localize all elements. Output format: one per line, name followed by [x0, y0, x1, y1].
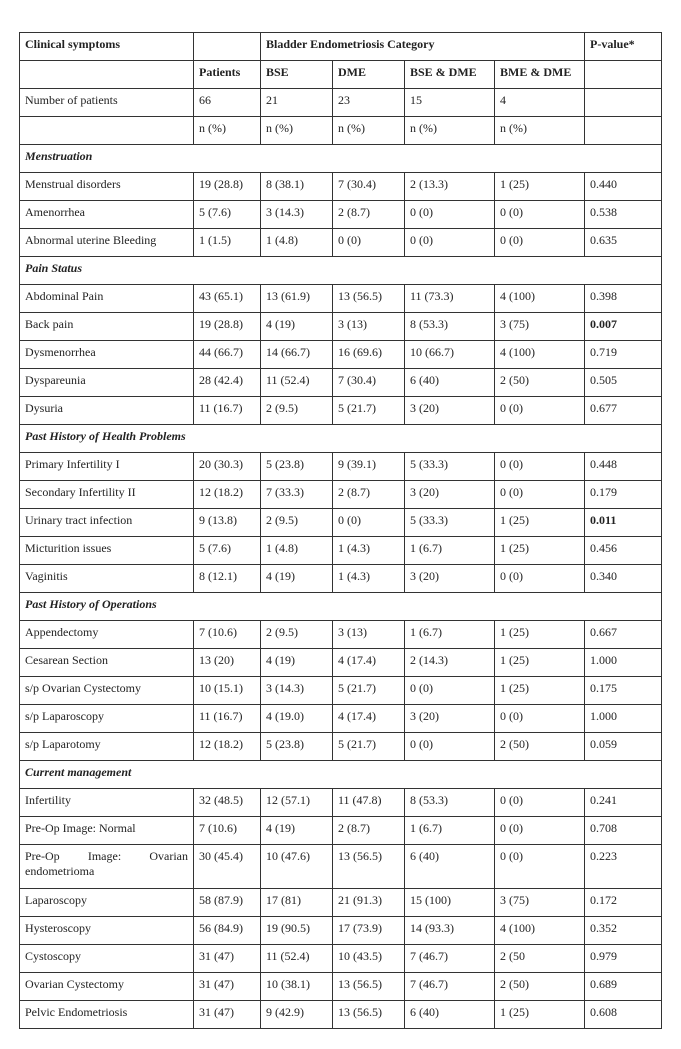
- row-label: s/p Laparoscopy: [20, 705, 194, 733]
- p-value-cell: 0.011: [585, 509, 662, 537]
- table-row: [20, 397, 662, 425]
- value-cell: 7 (30.4): [333, 173, 405, 201]
- value-cell: 4 (100): [495, 341, 585, 369]
- value-cell: 9 (39.1): [333, 453, 405, 481]
- p-value-cell: 0.538: [585, 201, 662, 229]
- value-cell: 4 (19): [261, 817, 333, 845]
- value-cell: 12 (18.2): [194, 733, 261, 761]
- unit-cell: n (%): [333, 117, 405, 145]
- value-cell: 0 (0): [495, 201, 585, 229]
- p-value-cell: 0.440: [585, 173, 662, 201]
- col-bse: BSE: [261, 61, 333, 89]
- value-cell: 2 (14.3): [405, 649, 495, 677]
- value-cell: 7 (46.7): [405, 973, 495, 1001]
- value-cell: 4 (19): [261, 565, 333, 593]
- value-cell: 8 (38.1): [261, 173, 333, 201]
- value-cell: 5 (21.7): [333, 677, 405, 705]
- value-cell: 9 (42.9): [261, 1001, 333, 1029]
- p-value-cell: 0.172: [585, 889, 662, 917]
- value-cell: 0 (0): [495, 817, 585, 845]
- section-row: [20, 761, 662, 789]
- p-value-cell: 0.677: [585, 397, 662, 425]
- value-cell: 0 (0): [405, 733, 495, 761]
- table-row: [20, 817, 662, 845]
- value-cell: 19 (28.8): [194, 313, 261, 341]
- value-cell: 4 (100): [495, 917, 585, 945]
- count-cell: 23: [333, 89, 405, 117]
- value-cell: 3 (20): [405, 397, 495, 425]
- section-title: Current management: [20, 761, 662, 789]
- header-blank: [194, 33, 261, 61]
- row-label: Cystoscopy: [20, 945, 194, 973]
- row-label: Appendectomy: [20, 621, 194, 649]
- value-cell: 32 (48.5): [194, 789, 261, 817]
- value-cell: 0 (0): [405, 229, 495, 257]
- value-cell: 7 (30.4): [333, 369, 405, 397]
- table-row: [20, 481, 662, 509]
- value-cell: 10 (66.7): [405, 341, 495, 369]
- value-cell: 0 (0): [405, 201, 495, 229]
- value-cell: 58 (87.9): [194, 889, 261, 917]
- row-label: Abnormal uterine Bleeding: [20, 229, 194, 257]
- unit-cell: n (%): [194, 117, 261, 145]
- header-p-value: P-value*: [585, 33, 662, 61]
- table-row: [20, 453, 662, 481]
- row-label: Ovarian Cystectomy: [20, 973, 194, 1001]
- value-cell: 2 (9.5): [261, 621, 333, 649]
- value-cell: 1 (25): [495, 649, 585, 677]
- value-cell: 2 (8.7): [333, 817, 405, 845]
- value-cell: 4 (19.0): [261, 705, 333, 733]
- value-cell: 1 (1.5): [194, 229, 261, 257]
- p-value-cell: [585, 89, 662, 117]
- row-label: Pre-Op Image: Ovarian endometrioma: [20, 845, 194, 889]
- value-cell: 17 (73.9): [333, 917, 405, 945]
- value-cell: 3 (14.3): [261, 201, 333, 229]
- value-cell: 4 (100): [495, 285, 585, 313]
- value-cell: 6 (40): [405, 369, 495, 397]
- value-cell: 2 (13.3): [405, 173, 495, 201]
- value-cell: 12 (18.2): [194, 481, 261, 509]
- value-cell: 0 (0): [333, 509, 405, 537]
- p-value-cell: 0.719: [585, 341, 662, 369]
- table-row: [20, 945, 662, 973]
- value-cell: 0 (0): [495, 397, 585, 425]
- table-row: [20, 537, 662, 565]
- value-cell: 0 (0): [495, 565, 585, 593]
- section-row: [20, 257, 662, 285]
- value-cell: 31 (47): [194, 1001, 261, 1029]
- p-value-cell: 1.000: [585, 649, 662, 677]
- row-label: s/p Ovarian Cystectomy: [20, 677, 194, 705]
- value-cell: 10 (38.1): [261, 973, 333, 1001]
- value-cell: 14 (66.7): [261, 341, 333, 369]
- value-cell: 0 (0): [495, 705, 585, 733]
- value-cell: 5 (7.6): [194, 537, 261, 565]
- count-cell: 66: [194, 89, 261, 117]
- row-label: Pre-Op Image: Normal: [20, 817, 194, 845]
- value-cell: 1 (25): [495, 621, 585, 649]
- value-cell: 7 (33.3): [261, 481, 333, 509]
- value-cell: 11 (16.7): [194, 705, 261, 733]
- header-clinical-symptoms: Clinical symptoms: [20, 33, 194, 61]
- row-label: Infertility: [20, 789, 194, 817]
- value-cell: 1 (4.8): [261, 537, 333, 565]
- p-value-cell: 0.456: [585, 537, 662, 565]
- table-row: [20, 733, 662, 761]
- value-cell: 2 (9.5): [261, 509, 333, 537]
- value-cell: 1 (6.7): [405, 621, 495, 649]
- table-row: [20, 845, 662, 889]
- table-row: [20, 621, 662, 649]
- value-cell: 2 (50): [495, 369, 585, 397]
- row-label: Micturition issues: [20, 537, 194, 565]
- value-cell: 13 (56.5): [333, 1001, 405, 1029]
- row-label: Dysmenorrhea: [20, 341, 194, 369]
- p-value-cell: 0.179: [585, 481, 662, 509]
- value-cell: 14 (93.3): [405, 917, 495, 945]
- value-cell: 1 (6.7): [405, 537, 495, 565]
- value-cell: 10 (43.5): [333, 945, 405, 973]
- row-label: Secondary Infertility II: [20, 481, 194, 509]
- value-cell: 1 (25): [495, 1001, 585, 1029]
- value-cell: 10 (47.6): [261, 845, 333, 889]
- section-title: Menstruation: [20, 145, 662, 173]
- table-row: [20, 917, 662, 945]
- table-row: [20, 973, 662, 1001]
- value-cell: 19 (28.8): [194, 173, 261, 201]
- value-cell: 4 (17.4): [333, 705, 405, 733]
- p-value-cell: 0.340: [585, 565, 662, 593]
- value-cell: 3 (14.3): [261, 677, 333, 705]
- value-cell: 4 (19): [261, 649, 333, 677]
- value-cell: 2 (50): [495, 733, 585, 761]
- value-cell: 3 (13): [333, 621, 405, 649]
- value-cell: 6 (40): [405, 1001, 495, 1029]
- row-label: Back pain: [20, 313, 194, 341]
- p-value-cell: 0.223: [585, 845, 662, 889]
- value-cell: 5 (21.7): [333, 733, 405, 761]
- value-cell: 8 (53.3): [405, 313, 495, 341]
- value-cell: 11 (47.8): [333, 789, 405, 817]
- count-cell: 21: [261, 89, 333, 117]
- table-row: [20, 889, 662, 917]
- row-label: Urinary tract infection: [20, 509, 194, 537]
- row-label: Dysuria: [20, 397, 194, 425]
- value-cell: 31 (47): [194, 973, 261, 1001]
- value-cell: 3 (20): [405, 705, 495, 733]
- value-cell: 7 (10.6): [194, 621, 261, 649]
- value-cell: 9 (13.8): [194, 509, 261, 537]
- table-row: [20, 1001, 662, 1029]
- value-cell: 0 (0): [495, 481, 585, 509]
- p-value-cell: 0.635: [585, 229, 662, 257]
- unit-cell: n (%): [261, 117, 333, 145]
- value-cell: 0 (0): [495, 789, 585, 817]
- value-cell: 2 (8.7): [333, 481, 405, 509]
- table-row: [20, 789, 662, 817]
- row-label: Number of patients: [20, 89, 194, 117]
- p-value-cell: 0.059: [585, 733, 662, 761]
- value-cell: 3 (20): [405, 565, 495, 593]
- p-value-cell: 0.175: [585, 677, 662, 705]
- header-row: [20, 33, 662, 61]
- subheader-row: [20, 61, 662, 89]
- value-cell: 15 (100): [405, 889, 495, 917]
- value-cell: 3 (75): [495, 889, 585, 917]
- p-value-cell: 1.000: [585, 705, 662, 733]
- section-title: Past History of Operations: [20, 593, 662, 621]
- value-cell: 11 (16.7): [194, 397, 261, 425]
- value-cell: 4 (19): [261, 313, 333, 341]
- table-row: [20, 313, 662, 341]
- subheader-blank: [20, 61, 194, 89]
- p-value-cell: 0.689: [585, 973, 662, 1001]
- row-label: Amenorrhea: [20, 201, 194, 229]
- table-row: [20, 201, 662, 229]
- value-cell: 1 (25): [495, 677, 585, 705]
- value-cell: 13 (56.5): [333, 845, 405, 889]
- header-category: Bladder Endometriosis Category: [261, 33, 585, 61]
- value-cell: 21 (91.3): [333, 889, 405, 917]
- value-cell: 11 (52.4): [261, 945, 333, 973]
- table-row: [20, 705, 662, 733]
- value-cell: 11 (52.4): [261, 369, 333, 397]
- value-cell: 30 (45.4): [194, 845, 261, 889]
- table-row: [20, 565, 662, 593]
- p-value-cell: 0.505: [585, 369, 662, 397]
- table-row: [20, 285, 662, 313]
- section-row: [20, 145, 662, 173]
- value-cell: 13 (20): [194, 649, 261, 677]
- col-bme-dme: BME & DME: [495, 61, 585, 89]
- row-label: Menstrual disorders: [20, 173, 194, 201]
- value-cell: 20 (30.3): [194, 453, 261, 481]
- col-patients: Patients: [194, 61, 261, 89]
- table-row: [20, 173, 662, 201]
- clinical-symptoms-table: [19, 32, 662, 1029]
- table-row: [20, 649, 662, 677]
- unit-cell: n (%): [495, 117, 585, 145]
- p-value-cell: 0.667: [585, 621, 662, 649]
- value-cell: 1 (4.3): [333, 537, 405, 565]
- units-row: [20, 117, 662, 145]
- row-label: Laparoscopy: [20, 889, 194, 917]
- p-value-cell: 0.979: [585, 945, 662, 973]
- value-cell: 6 (40): [405, 845, 495, 889]
- value-cell: 13 (56.5): [333, 973, 405, 1001]
- table-row: [20, 369, 662, 397]
- section-title: Past History of Health Problems: [20, 425, 662, 453]
- col-bse-dme: BSE & DME: [405, 61, 495, 89]
- value-cell: 19 (90.5): [261, 917, 333, 945]
- value-cell: 8 (53.3): [405, 789, 495, 817]
- p-value-cell: 0.241: [585, 789, 662, 817]
- value-cell: 3 (20): [405, 481, 495, 509]
- value-cell: 1 (25): [495, 537, 585, 565]
- table-row: [20, 509, 662, 537]
- count-row: [20, 89, 662, 117]
- row-label: Dyspareunia: [20, 369, 194, 397]
- section-row: [20, 425, 662, 453]
- value-cell: 2 (9.5): [261, 397, 333, 425]
- value-cell: 7 (46.7): [405, 945, 495, 973]
- table-row: [20, 677, 662, 705]
- value-cell: 5 (23.8): [261, 733, 333, 761]
- value-cell: 5 (7.6): [194, 201, 261, 229]
- value-cell: 44 (66.7): [194, 341, 261, 369]
- unit-cell: n (%): [405, 117, 495, 145]
- value-cell: 8 (12.1): [194, 565, 261, 593]
- value-cell: 4 (17.4): [333, 649, 405, 677]
- row-label: Primary Infertility I: [20, 453, 194, 481]
- subheader-blank: [585, 61, 662, 89]
- row-label: Pelvic Endometriosis: [20, 1001, 194, 1029]
- value-cell: 5 (23.8): [261, 453, 333, 481]
- row-label: Cesarean Section: [20, 649, 194, 677]
- table-row: [20, 229, 662, 257]
- row-label: Abdominal Pain: [20, 285, 194, 313]
- value-cell: 2 (50: [495, 945, 585, 973]
- value-cell: 17 (81): [261, 889, 333, 917]
- value-cell: 43 (65.1): [194, 285, 261, 313]
- value-cell: 1 (6.7): [405, 817, 495, 845]
- table-row: [20, 341, 662, 369]
- value-cell: 11 (73.3): [405, 285, 495, 313]
- p-value-cell: 0.448: [585, 453, 662, 481]
- value-cell: 1 (4.3): [333, 565, 405, 593]
- value-cell: 16 (69.6): [333, 341, 405, 369]
- value-cell: 0 (0): [495, 845, 585, 889]
- p-value-cell: 0.007: [585, 313, 662, 341]
- value-cell: 0 (0): [495, 453, 585, 481]
- value-cell: 7 (10.6): [194, 817, 261, 845]
- value-cell: 0 (0): [333, 229, 405, 257]
- col-dme: DME: [333, 61, 405, 89]
- count-cell: 4: [495, 89, 585, 117]
- value-cell: 13 (56.5): [333, 285, 405, 313]
- value-cell: 28 (42.4): [194, 369, 261, 397]
- value-cell: 10 (15.1): [194, 677, 261, 705]
- row-label: Hysteroscopy: [20, 917, 194, 945]
- value-cell: 2 (50): [495, 973, 585, 1001]
- value-cell: 5 (21.7): [333, 397, 405, 425]
- row-label: [20, 117, 194, 145]
- value-cell: 5 (33.3): [405, 453, 495, 481]
- value-cell: 56 (84.9): [194, 917, 261, 945]
- row-label: s/p Laparotomy: [20, 733, 194, 761]
- value-cell: 1 (4.8): [261, 229, 333, 257]
- p-value-cell: 0.608: [585, 1001, 662, 1029]
- value-cell: 1 (25): [495, 173, 585, 201]
- value-cell: 0 (0): [405, 677, 495, 705]
- p-value-cell: 0.398: [585, 285, 662, 313]
- p-value-cell: 0.708: [585, 817, 662, 845]
- value-cell: 3 (75): [495, 313, 585, 341]
- value-cell: 31 (47): [194, 945, 261, 973]
- value-cell: 5 (33.3): [405, 509, 495, 537]
- value-cell: 2 (8.7): [333, 201, 405, 229]
- value-cell: 13 (61.9): [261, 285, 333, 313]
- value-cell: 3 (13): [333, 313, 405, 341]
- value-cell: 12 (57.1): [261, 789, 333, 817]
- value-cell: 0 (0): [495, 229, 585, 257]
- section-row: [20, 593, 662, 621]
- count-cell: 15: [405, 89, 495, 117]
- p-value-cell: 0.352: [585, 917, 662, 945]
- p-value-cell: [585, 117, 662, 145]
- row-label: Vaginitis: [20, 565, 194, 593]
- section-title: Pain Status: [20, 257, 662, 285]
- value-cell: 1 (25): [495, 509, 585, 537]
